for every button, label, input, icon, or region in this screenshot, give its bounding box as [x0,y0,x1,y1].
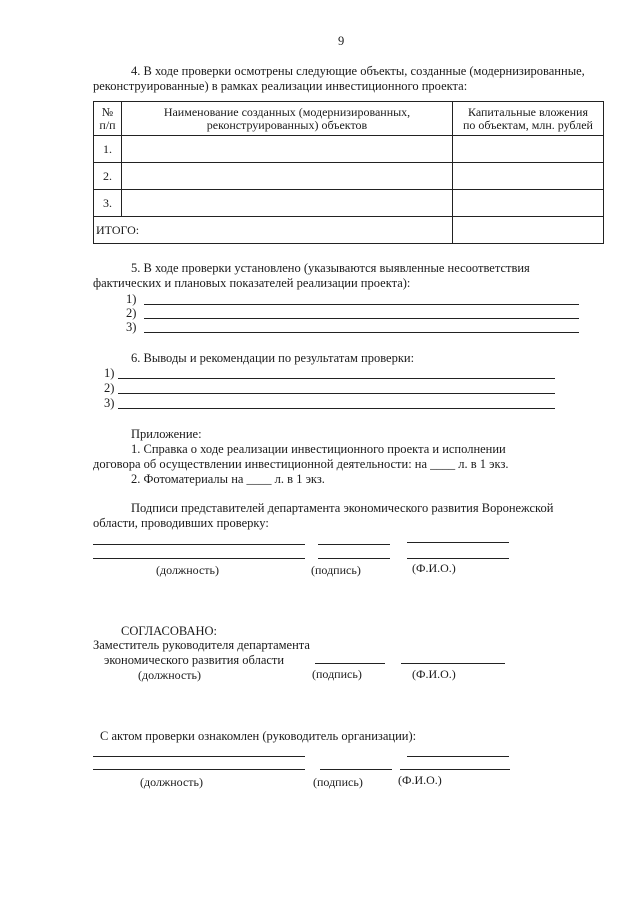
agreed-signature-caption: (подпись) [312,667,362,681]
table-total-row [94,217,604,244]
signature-line[interactable] [318,544,390,545]
section5-text-line1: 5. В ходе проверки установлено (указываются выявленные несоответствия [131,261,530,275]
position-line[interactable] [93,544,305,545]
position-caption: (должность) [156,563,219,577]
header-number-line2: п/п [99,117,116,132]
row-number: 3. [94,190,122,217]
row-object-name[interactable] [122,163,453,190]
signature-caption: (подпись) [311,563,361,577]
signatures-text-line2: области, проводивших проверку: [93,516,269,530]
row-number: 2. [94,163,122,190]
acquainted-signature-caption: (подпись) [313,775,363,789]
acquainted-position-line[interactable] [93,756,305,757]
section5-item-label: 2) [126,306,137,320]
agreed-fio-line[interactable] [401,663,505,664]
fio-line[interactable] [407,542,509,543]
section6-item-label: 2) [104,381,115,395]
row-object-name[interactable] [122,190,453,217]
section5-text-line2: фактических и плановых показателей реализации проекта): [93,276,411,290]
section5-item-line[interactable] [144,332,579,333]
header-object-name [122,102,453,136]
acquainted-position-caption: (должность) [140,775,203,789]
table-header-row [94,102,604,136]
agreed-text-line2: экономического развития области [104,653,285,667]
agreed-title: СОГЛАСОВАНО: [121,624,218,638]
header-name-line2: реконструированных) объектов [206,117,368,132]
acquainted-fio-line[interactable] [407,756,509,757]
header-number-line1: № [101,104,114,119]
row-capital-value[interactable] [453,190,604,217]
section5-item-label: 1) [126,292,137,306]
section6-title: 6. Выводы и рекомендации по результатам проверки: [131,351,415,365]
agreed-position-caption: (должность) [138,668,201,682]
acquainted-title: С актом проверки ознакомлен (руководитель организации): [100,729,417,743]
agreed-signature-line[interactable] [315,663,385,664]
page-number: 9 [338,34,345,48]
table-row [94,136,604,163]
acquainted-fio-line[interactable] [400,769,510,770]
row-number: 1. [94,136,122,163]
section6-item-line[interactable] [118,408,555,409]
table-row [94,163,604,190]
table-row [94,190,604,217]
header-capital-line1: Капитальные вложения [468,104,588,119]
acquainted-fio-caption: (Ф.И.О.) [398,773,442,787]
section4-text-line1: 4. В ходе проверки осмотрены следующие объекты, созданные (модернизированные, [131,64,585,78]
appendix-item2: 2. Фотоматериалы на ____ л. в 1 экз. [131,472,325,486]
section6-item-line[interactable] [118,393,555,394]
appendix-item1-line2: договора об осуществлении инвестиционной деятельности: на ____ л. в 1 экз. [93,457,509,471]
header-number [94,102,122,136]
acquainted-signature-line[interactable] [320,769,392,770]
header-capital-investment [453,102,604,136]
section6-item-line[interactable] [118,378,555,379]
agreed-text-line1: Заместитель руководителя департамента [93,638,310,652]
objects-table [93,101,604,244]
section6-item-label: 1) [104,366,115,380]
agreed-fio-caption: (Ф.И.О.) [412,667,456,681]
total-value[interactable] [453,217,604,244]
row-object-name[interactable] [122,136,453,163]
section5-item-line[interactable] [144,304,579,305]
section5-item-line[interactable] [144,318,579,319]
row-capital-value[interactable] [453,136,604,163]
row-capital-value[interactable] [453,163,604,190]
fio-line[interactable] [407,558,509,559]
header-name-line1: Наименование созданных (модернизированных, [163,104,411,119]
position-line[interactable] [93,558,305,559]
total-label: ИТОГО: [94,217,453,244]
appendix-item1-line1: 1. Справка о ходе реализации инвестиционного проекта и исполнении [131,442,506,456]
section6-item-label: 3) [104,396,115,410]
signature-line[interactable] [318,558,390,559]
fio-caption: (Ф.И.О.) [412,561,456,575]
appendix-title: Приложение: [131,427,202,441]
acquainted-position-line[interactable] [93,769,305,770]
section4-text-line2: реконструированные) в рамках реализации инвестиционного проекта: [93,79,468,93]
header-capital-line2: по объектам, млн. рублей [463,117,593,132]
signatures-text-line1: Подписи представителей департамента экономического развития Воронежской [131,501,554,515]
section5-item-label: 3) [126,320,137,334]
